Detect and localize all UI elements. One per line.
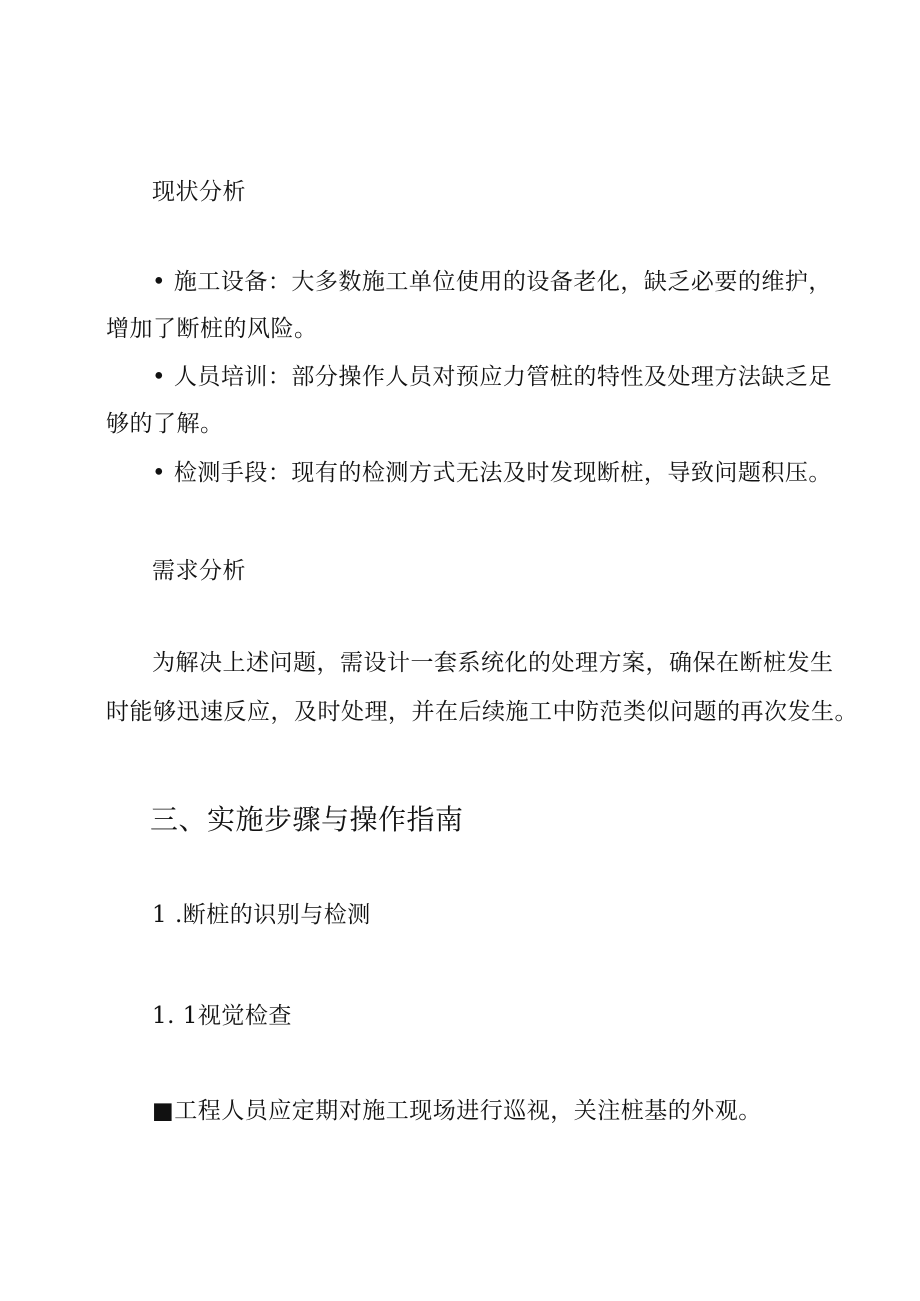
needs-paragraph-line1: 为解决上述问题，需设计一套系统化的处理方案，确保在断桩发生 (152, 650, 834, 676)
bullet-detection: • 检测手段：现有的检测方式无法及时发现断桩，导致问题积压。 (152, 460, 832, 486)
sub-heading-visual-inspection: 1. 1视觉检查 (152, 1003, 292, 1029)
bullet-equipment-line2: 增加了断桩的风险。 (106, 316, 318, 342)
bullet-training-line2: 够的了解。 (106, 411, 224, 437)
sub-heading-identification: 1 .断桩的识别与检测 (152, 902, 371, 928)
bullet-training-line1: • 人员培训：部分操作人员对预应力管桩的特性及处理方法缺乏足 (152, 364, 832, 390)
status-analysis-heading: 现状分析 (152, 179, 246, 205)
needs-analysis-heading: 需求分析 (152, 558, 246, 584)
needs-paragraph-line2: 时能够迅速反应，及时处理，并在后续施工中防范类似问题的再次发生。 (106, 699, 858, 725)
bullet-equipment-line1: • 施工设备：大多数施工单位使用的设备老化，缺乏必要的维护， (152, 269, 832, 295)
chapter-heading: 三、实施步骤与操作指南 (150, 803, 464, 836)
visual-inspection-item: ■工程人员应定期对施工现场进行巡视，关注桩基的外观。 (152, 1098, 762, 1124)
